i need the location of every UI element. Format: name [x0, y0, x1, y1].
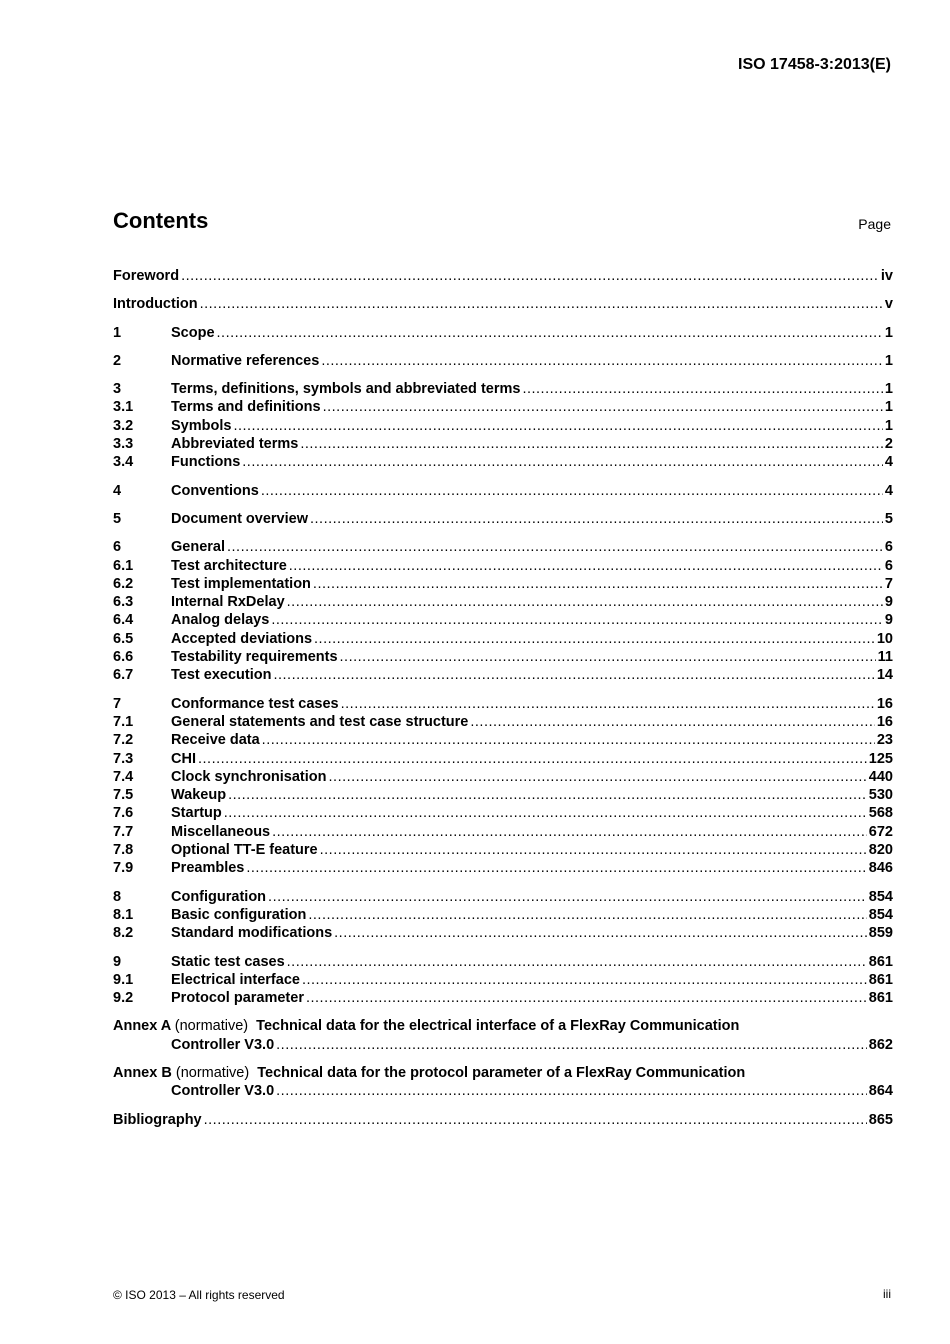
toc-leader-dots: [181, 267, 879, 285]
toc-entry-title: Test implementation: [171, 575, 311, 592]
annex-page: 862: [868, 1036, 893, 1053]
toc-entry-page: 125: [868, 750, 893, 767]
toc-entry-page: 11: [877, 649, 893, 666]
toc-entry[interactable]: [113, 786, 893, 804]
toc-entry[interactable]: [113, 924, 893, 942]
toc-entry-page: 672: [868, 823, 893, 840]
toc-entry-page: 6: [884, 557, 893, 574]
toc-leader-dots: [228, 786, 867, 804]
toc-leader-dots: [272, 823, 867, 841]
toc-entry-page: 861: [868, 953, 893, 970]
toc-entry-number: 3: [113, 381, 122, 398]
toc-entry-number: 8.2: [113, 925, 134, 942]
toc-entry-title: CHI: [171, 750, 196, 767]
toc-entry-page: 9: [884, 594, 893, 611]
toc-entry-page: 1: [884, 381, 893, 398]
toc-entry-page: iv: [880, 268, 893, 284]
toc-entry-title: Symbols: [171, 417, 232, 434]
toc-leader-dots: [340, 648, 876, 666]
toc-entry-number: 7.7: [113, 823, 134, 840]
toc-leader-dots: [522, 380, 882, 398]
toc-entry-number: 6.1: [113, 557, 134, 574]
toc-entry-page: 4: [884, 454, 893, 471]
toc-entry-number: 5: [113, 510, 122, 527]
toc-entry[interactable]: [113, 575, 893, 593]
annex-type: (normative): [174, 1018, 249, 1035]
toc-entry[interactable]: [113, 823, 893, 841]
toc-leader-dots: [308, 906, 866, 924]
toc-entry[interactable]: [113, 971, 893, 989]
toc-entry[interactable]: [113, 648, 893, 666]
toc-entry[interactable]: [113, 417, 893, 435]
toc-leader-dots: [276, 1082, 867, 1100]
toc-entry[interactable]: [113, 380, 893, 398]
toc-entry-number: 6.2: [113, 575, 134, 592]
toc-entry-page: 846: [868, 860, 893, 877]
bibliography-page: 865: [868, 1111, 893, 1128]
toc-entry-title: Protocol parameter: [171, 990, 304, 1007]
toc-entry-number: 4: [113, 482, 122, 499]
toc-entry-title: Normative references: [171, 352, 320, 369]
toc-entry-page: 854: [868, 888, 893, 905]
toc-entry-number: 7.2: [113, 732, 134, 749]
annex-heading: [113, 1017, 893, 1035]
toc-entry[interactable]: [113, 989, 893, 1007]
toc-entry-title: Static test cases: [171, 953, 285, 970]
toc-entry-page: 568: [868, 805, 893, 822]
toc-group: [113, 324, 893, 342]
toc-entry-number: 7.9: [113, 860, 134, 877]
toc-entry-number: 6: [113, 539, 122, 556]
toc-leader-dots: [227, 538, 883, 556]
toc-entry-title: Electrical interface: [171, 971, 300, 988]
document-id: ISO 17458-3:2013(E): [738, 56, 891, 73]
toc-entry[interactable]: [113, 611, 893, 629]
toc-entry[interactable]: [113, 482, 893, 500]
toc-entry-title: Introduction: [113, 296, 198, 313]
toc-entry[interactable]: [113, 841, 893, 859]
toc-entry-page: 859: [868, 925, 893, 942]
toc-entry: [113, 1111, 893, 1129]
toc-leader-dots: [276, 1036, 867, 1054]
toc-entry-page: 440: [868, 768, 893, 785]
toc-entry-number: 9.1: [113, 971, 134, 988]
annex-title-line2: Controller V3.0: [171, 1036, 275, 1053]
toc-entry-page: 16: [876, 695, 893, 712]
toc-leader-dots: [323, 398, 883, 416]
toc-group: [113, 510, 893, 528]
page-column-label: Page: [858, 216, 891, 232]
toc-entry-page: 16: [876, 713, 893, 730]
toc-entry[interactable]: [113, 713, 893, 731]
toc-entry-number: 6.3: [113, 594, 134, 611]
toc-leader-dots: [300, 435, 883, 453]
toc-entry-title: General statements and test case structure: [171, 713, 469, 730]
toc-entry-title: Test execution: [171, 667, 272, 684]
annex-continuation: [113, 1036, 893, 1054]
toc-entry[interactable]: [113, 538, 893, 556]
toc-entry[interactable]: [113, 295, 893, 313]
toc-entry-title: Terms, definitions, symbols and abbreviated terms: [171, 381, 521, 398]
toc-leader-dots: [320, 841, 867, 859]
toc-entry-number: 3.3: [113, 436, 134, 453]
toc-entry-page: 820: [868, 842, 893, 859]
toc-entry-title: Miscellaneous: [171, 823, 271, 840]
toc-entry[interactable]: [113, 593, 893, 611]
toc-entry-number: 2: [113, 352, 122, 369]
toc-entry-number: 3.1: [113, 399, 134, 416]
toc-entry-page: 1: [884, 324, 893, 341]
toc-group: [113, 267, 893, 285]
toc-entry-title: Analog delays: [171, 612, 270, 629]
toc-entry-number: 7.1: [113, 713, 134, 730]
toc-entry[interactable]: [113, 666, 893, 684]
toc-leader-dots: [341, 695, 875, 713]
toc-entry-page: 1: [884, 352, 893, 369]
toc-entry-page: 861: [868, 971, 893, 988]
toc-leader-dots: [262, 731, 875, 749]
toc-entry-number: 3.4: [113, 454, 134, 471]
annex-page: 864: [868, 1083, 893, 1100]
toc-entry[interactable]: [113, 695, 893, 713]
toc-group: [113, 538, 893, 684]
toc-entry-title: Internal RxDelay: [171, 594, 285, 611]
annex-title-line1: Technical data for the electrical interface of a FlexRay Communication: [256, 1018, 740, 1035]
toc-entry-page: v: [884, 296, 893, 313]
toc-entry[interactable]: [113, 859, 893, 877]
table-of-contents: [113, 267, 893, 1139]
page-number: iii: [883, 1287, 891, 1301]
annex-label: Annex B: [113, 1064, 172, 1081]
toc-entry-number: 1: [113, 324, 122, 341]
toc-entry-number: 7: [113, 695, 122, 712]
toc-leader-dots: [261, 482, 883, 500]
toc-entry-page: 5: [884, 510, 893, 527]
toc-entry[interactable]: [113, 804, 893, 822]
toc-leader-dots: [242, 453, 883, 471]
toc-annex[interactable]: [113, 1017, 893, 1054]
toc-entry[interactable]: [113, 324, 893, 342]
toc-entry-title: Accepted deviations: [171, 630, 313, 647]
toc-leader-dots: [273, 666, 874, 684]
toc-entry-number: 7.5: [113, 787, 134, 804]
toc-entry-title: Preambles: [171, 860, 245, 877]
toc-entry-page: 2: [884, 436, 893, 453]
toc-entry-title: Startup: [171, 805, 222, 822]
toc-leader-dots: [289, 557, 883, 575]
toc-entry-title: Conformance test cases: [171, 695, 339, 712]
toc-entry[interactable]: [113, 750, 893, 768]
toc-entry-title: Standard modifications: [171, 925, 333, 942]
toc-group: [113, 695, 893, 878]
toc-entry-number: 7.6: [113, 805, 134, 822]
toc-entry-page: 530: [868, 787, 893, 804]
toc-leader-dots: [329, 768, 867, 786]
toc-leader-dots: [321, 352, 883, 370]
toc-entry[interactable]: [113, 731, 893, 749]
toc-entry-number: 6.5: [113, 630, 134, 647]
toc-leader-dots: [198, 750, 867, 768]
toc-group: [113, 295, 893, 313]
toc-entry[interactable]: [113, 768, 893, 786]
toc-entry-number: 9: [113, 953, 122, 970]
toc-entry-title: Configuration: [171, 888, 267, 905]
toc-leader-dots: [224, 804, 867, 822]
toc-group: [113, 953, 893, 1008]
toc-entry-title: Functions: [171, 454, 241, 471]
toc-entry-page: 4: [884, 482, 893, 499]
toc-entry-number: 7.4: [113, 768, 134, 785]
toc-entry-title: Document overview: [171, 510, 308, 527]
toc-entry-page: 861: [868, 990, 893, 1007]
toc-leader-dots: [287, 953, 867, 971]
toc-leader-dots: [334, 924, 867, 942]
annex-title-line2: Controller V3.0: [171, 1083, 275, 1100]
toc-entry-title: Receive data: [171, 732, 260, 749]
toc-entry[interactable]: [113, 953, 893, 971]
contents-heading: Contents: [113, 208, 209, 233]
toc-entry-number: 8.1: [113, 906, 134, 923]
annex-title-line1: Technical data for the protocol parameter of a FlexRay Communication: [257, 1064, 746, 1081]
toc-entry[interactable]: [113, 453, 893, 471]
toc-entry-page: 6: [884, 539, 893, 556]
toc-entry-title: Terms and definitions: [171, 399, 321, 416]
copyright-notice: © ISO 2013 – All rights reserved: [113, 1288, 285, 1302]
toc-entry-number: 6.7: [113, 667, 134, 684]
toc-leader-dots: [314, 630, 875, 648]
toc-leader-dots: [287, 593, 883, 611]
toc-entry-number: 7.8: [113, 842, 134, 859]
toc-entry[interactable]: [113, 435, 893, 453]
toc-entry[interactable]: [113, 557, 893, 575]
toc-leader-dots: [200, 295, 883, 313]
toc-entry-title: Testability requirements: [171, 649, 338, 666]
toc-entry-page: 7: [884, 575, 893, 592]
toc-leader-dots: [233, 417, 882, 435]
toc-entry-page: 1: [884, 417, 893, 434]
toc-leader-dots: [306, 989, 867, 1007]
toc-entry-page: 23: [876, 732, 893, 749]
toc-entry-number: 6.4: [113, 612, 134, 629]
toc-group: [113, 352, 893, 370]
toc-entry[interactable]: [113, 398, 893, 416]
toc-entry-page: 14: [876, 667, 893, 684]
toc-entry[interactable]: [113, 888, 893, 906]
toc-leader-dots: [204, 1111, 867, 1129]
toc-entry[interactable]: [113, 267, 893, 285]
annex-label: Annex A: [113, 1018, 171, 1035]
toc-entry-title: Abbreviated terms: [171, 436, 299, 453]
toc-entry-title: Optional TT-E feature: [171, 842, 318, 859]
toc-entry-title: Scope: [171, 324, 215, 341]
toc-entry-title: Foreword: [113, 268, 180, 284]
toc-bibliography[interactable]: [113, 1111, 893, 1129]
toc-entry-number: 9.2: [113, 990, 134, 1007]
toc-leader-dots: [271, 611, 883, 629]
toc-entry-page: 10: [876, 630, 893, 647]
toc-group: [113, 482, 893, 500]
toc-leader-dots: [302, 971, 867, 989]
toc-entry-title: Wakeup: [171, 787, 227, 804]
toc-leader-dots: [313, 575, 883, 593]
toc-leader-dots: [217, 324, 883, 342]
toc-entry-number: 7.3: [113, 750, 134, 767]
annex-continuation: [113, 1082, 893, 1100]
annex-heading: [113, 1064, 893, 1082]
toc-entry-title: Test architecture: [171, 557, 287, 574]
toc-entry-title: Conventions: [171, 482, 259, 499]
toc-entry[interactable]: [113, 510, 893, 528]
toc-leader-dots: [310, 510, 883, 528]
toc-entry-page: 854: [868, 906, 893, 923]
toc-entry-number: 8: [113, 888, 122, 905]
toc-group: [113, 380, 893, 471]
toc-leader-dots: [470, 713, 874, 731]
toc-entry-page: 9: [884, 612, 893, 629]
toc-entry-number: 3.2: [113, 417, 134, 434]
toc-group: [113, 888, 893, 943]
toc-entry-page: 1: [884, 399, 893, 416]
toc-entry[interactable]: [113, 352, 893, 370]
annex-type: (normative): [175, 1064, 250, 1081]
toc-entry[interactable]: [113, 906, 893, 924]
toc-entry-title: Clock synchronisation: [171, 768, 327, 785]
toc-entry-title: Basic configuration: [171, 906, 307, 923]
toc-leader-dots: [268, 888, 867, 906]
bibliography-title: Bibliography: [113, 1111, 202, 1128]
toc-leader-dots: [246, 859, 866, 877]
toc-entry-title: General: [171, 539, 225, 556]
toc-annex[interactable]: [113, 1064, 893, 1101]
toc-entry-number: 6.6: [113, 649, 134, 666]
toc-entry[interactable]: [113, 630, 893, 648]
